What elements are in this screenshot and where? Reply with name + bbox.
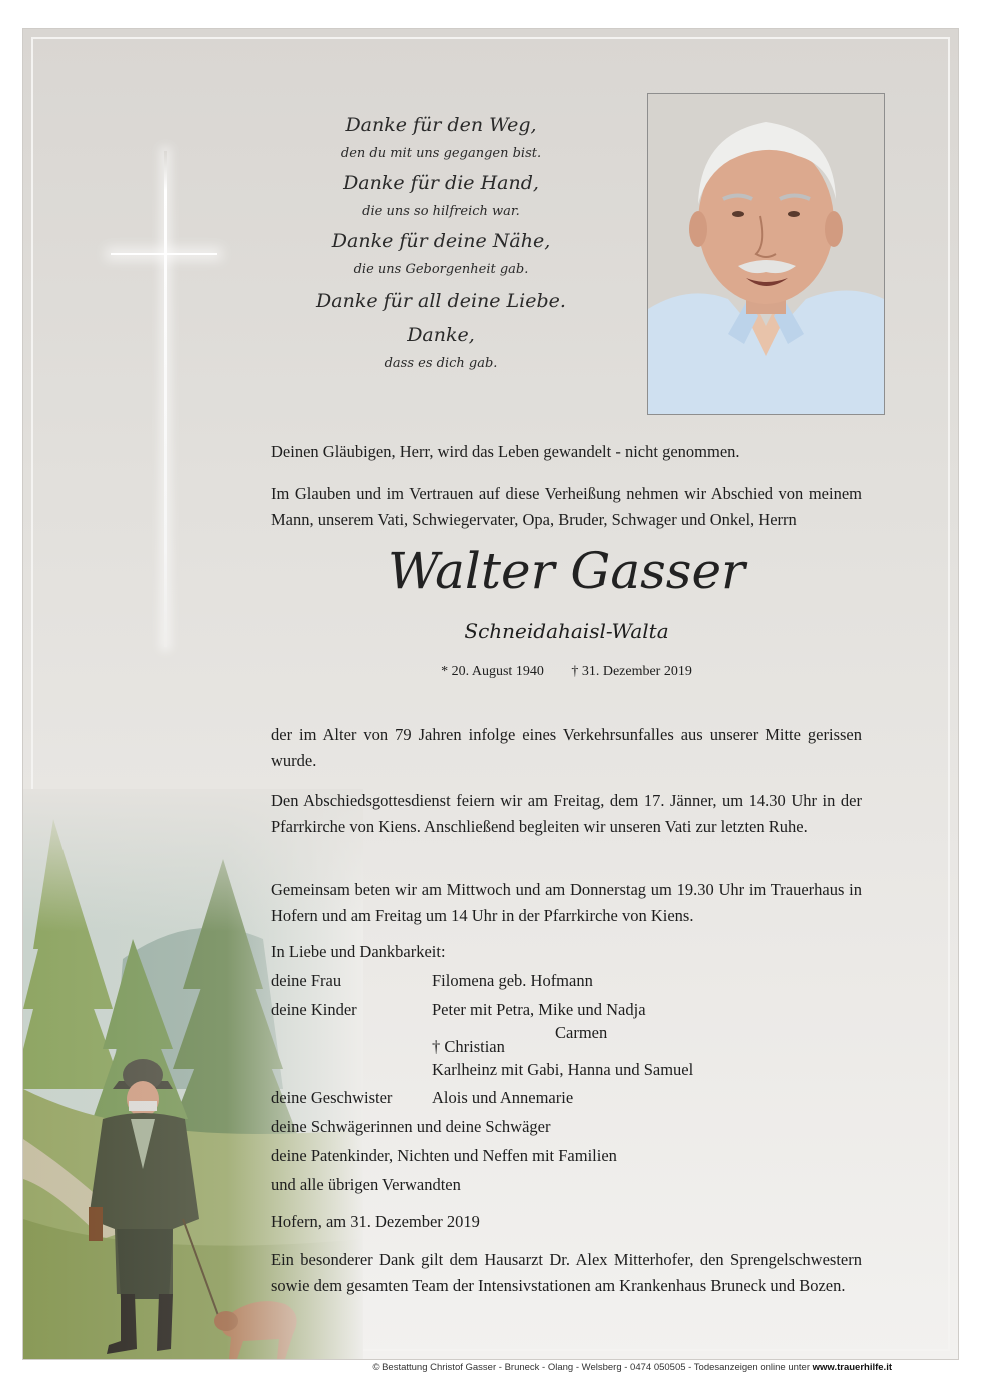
birth-date: * 20. August 1940 [441,664,544,679]
poem-line: die uns Geborgenheit gab. [353,262,529,277]
list-item: und alle übrigen Verwandten [271,1175,461,1194]
footer [0,1362,982,1373]
scripture-verse: Deinen Gläubigen, Herr, wird das Leben gewandelt - nicht genommen. [271,442,740,461]
poem-line: Danke für den Weg, [345,114,537,136]
poem-line: die uns so hilfreich war. [362,204,520,219]
mourner-name: Peter mit Petra, Mike und Nadja [432,1000,646,1019]
thanks-text: Ein besonderer Dank gilt dem Hausarzt Dr. Alex Mitterhofer, den Sprengelschwestern sowie dem gesamten Team der Intensivstationen am Krankenhaus Bruneck und Bozen. [271,1250,862,1295]
place-date: Hofern, am 31. Dezember 2019 [271,1212,480,1231]
intro-text: Im Glauben und im Vertrauen auf diese Verheißung nehmen wir Abschied von meinem Mann, unserem Vati, Schwiegervater, Opa, Bruder, Schwager und Onkel, Herrn [271,484,862,529]
list-item: deine Patenkinder, Nichten und Neffen mit Familien [271,1146,617,1165]
life-dates [271,664,862,680]
footer-link[interactable]: www.trauerhilfe.it [812,1362,892,1373]
cross-icon [164,151,167,647]
portrait-photo [647,93,885,415]
prayer-text: Gemeinsam beten wir am Mittwoch und am Donnerstag um 19.30 Uhr im Trauerhaus in Hofern und am Freitag um 14 Uhr in der Pfarrkirche von Kiens. [271,880,862,925]
poem-line: den du mit uns gegangen bist. [340,146,542,161]
death-date: † 31. Dezember 2019 [571,664,692,679]
poem-line: dass es dich gab. [384,356,498,371]
deceased-name: Walter Gasser [388,542,745,600]
relation-label: deine Kinder [271,1000,357,1019]
funeral-text: Den Abschiedsgottesdienst feiern wir am Freitag, dem 17. Jänner, um 14.30 Uhr in der Pfarrkirche von Kiens. Anschließend begleiten wir unseren Vati zur letzten Ruhe. [271,791,862,836]
mourner-name: Carmen [555,1023,608,1042]
mourners-intro: In Liebe und Dankbarkeit: [271,942,446,961]
poem-line: Danke für die Hand, [343,172,539,194]
poem [306,111,576,379]
relation-label: deine Geschwister [271,1088,393,1107]
cross-icon-bar [111,253,217,255]
mourner-name: Filomena geb. Hofmann [432,971,593,990]
footer-text: © Bestattung Christof Gasser - Bruneck - Olang - Welsberg - 0474 050505 - Todesanzeigen online unter [372,1362,810,1373]
poem-line: Danke für all deine Liebe. [316,290,566,312]
mourner-name: † Christian [432,1037,505,1056]
death-text: der im Alter von 79 Jahren infolge eines Verkehrsunfalles aus unserer Mitte gerissen wurde. [271,725,862,770]
mourner-name: Karlheinz mit Gabi, Hanna und Samuel [432,1060,694,1079]
poem-line: Danke, [407,324,475,346]
relation-label: deine Frau [271,971,342,990]
poem-line: Danke für deine Nähe, [331,230,551,252]
mourner-name: Alois und Annemarie [432,1088,574,1107]
nickname: Schneidahaisl-Walta [464,619,669,643]
list-item: deine Schwägerinnen und deine Schwäger [271,1117,551,1136]
